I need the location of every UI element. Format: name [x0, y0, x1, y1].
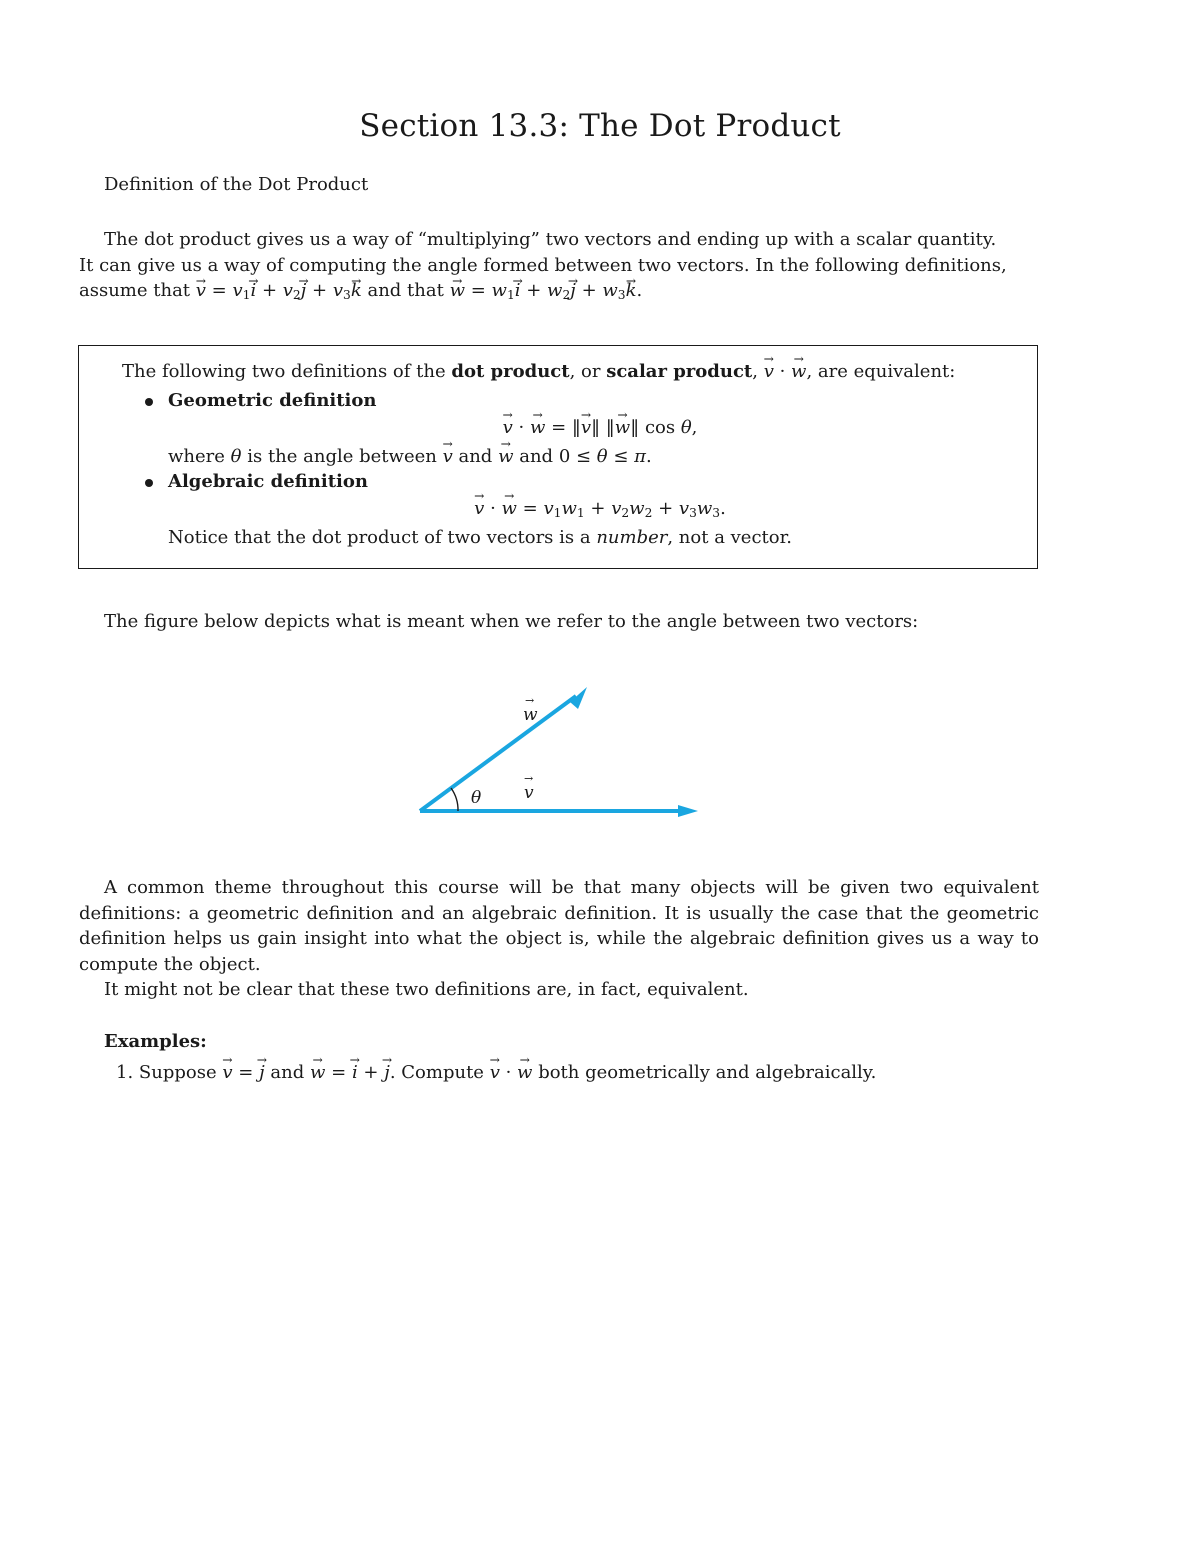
- bullet-geometric: [145, 398, 153, 406]
- vector-v-arrowhead: [678, 805, 698, 817]
- theme-paragraph: A common theme throughout this course will be that many objects will be given two equivalent definitions: a geometric definition and an algebraic definition. It is usually the case that the geometric definition helps us gain insight into what the object is, while the algebraic definition gives us a way to compute the object.: [79, 877, 1039, 975]
- intro-paragraph: [79, 227, 1039, 304]
- algebraic-formula: → v · → $w = v_1w_1 + v_2w_2 + v_3w_3$.: [0, 498, 1200, 519]
- angle-arc: [451, 788, 458, 811]
- intro-line-2: It can give us a way of computing the angle formed between two vectors. In the following definitions,: [79, 254, 1007, 276]
- w-label: w: [523, 705, 538, 725]
- angle-figure: [410, 680, 710, 825]
- notice-line: Notice that the dot product of two vectors is a number, not a vector.: [168, 527, 792, 548]
- v-arrow-accent: →: [524, 772, 534, 785]
- definition-lead: The following two definitions of the dot product, or scalar product, → v · → w, are equivalent:: [122, 361, 955, 382]
- example-1: 1. Suppose → v = → j and → w = → i + → j. Compute → v · → w both geometrically and algebraically.: [116, 1062, 876, 1083]
- w-arrow-accent: →: [525, 694, 535, 707]
- geometric-formula: → v · → w = ‖→ v‖ ‖→ w‖ cos θ,: [0, 417, 1200, 438]
- intro-line-3: assume that → $v = v_1\to i + v_2\to j + v_3\to k$ and that → $w = w_1\to i + w_2\to j + w_3\to k$.: [79, 278, 1039, 304]
- geometric-heading: Geometric definition: [168, 390, 377, 411]
- theta-label: θ: [471, 788, 482, 808]
- algebraic-heading: Algebraic definition: [168, 471, 368, 492]
- examples-heading: Examples:: [104, 1031, 207, 1052]
- v-label: v: [524, 783, 534, 803]
- page-title: Section 13.3: The Dot Product: [359, 108, 841, 144]
- figure-caption: The figure below depicts what is meant when we refer to the angle between two vectors:: [104, 611, 919, 632]
- geometric-where: where θ is the angle between → v and → w and 0 ≤ θ ≤ π.: [168, 446, 652, 467]
- bullet-algebraic: [145, 479, 153, 487]
- section-subheading: Definition of the Dot Product: [104, 174, 369, 195]
- vector-w-line: [420, 696, 576, 811]
- clarity-line: It might not be clear that these two definitions are, in fact, equivalent.: [104, 979, 749, 1000]
- intro-line-1: The dot product gives us a way of “multiplying” two vectors and ending up with a scalar quantity.: [104, 229, 997, 250]
